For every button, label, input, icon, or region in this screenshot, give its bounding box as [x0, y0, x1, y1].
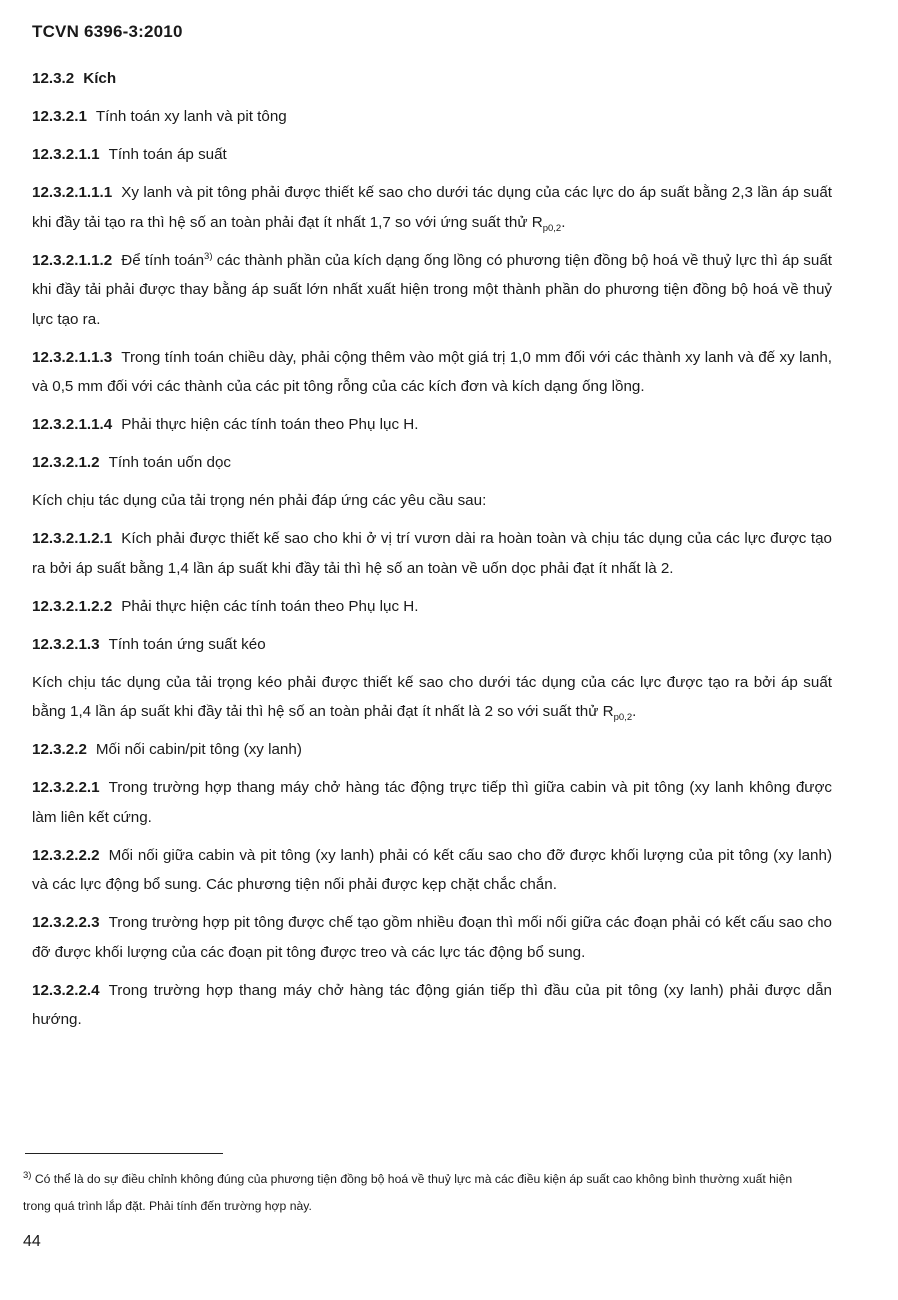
section-text: Phải thực hiện các tính toán theo Phụ lục H. — [121, 597, 419, 615]
section-text-tail: . — [632, 703, 637, 720]
section-text-tail: các thành phần của kích dạng ống lồng có phương tiện đồng bộ hoá về thuỷ lực thì áp suất khi đầy tải phải được thay bằng áp suất lớn nhất xuất hiện trong một thành phần do phương tiện đồng bộ hoá về thuỷ lực tạo ra. — [32, 251, 832, 328]
footnote-reference: 3) — [204, 250, 213, 262]
footnote-marker: 3) — [23, 1169, 32, 1181]
section-number: 12.3.2.1.1.4 — [32, 416, 113, 433]
section-paragraph — [32, 410, 832, 440]
section-text: Phải thực hiện các tính toán theo Phụ lục H. — [121, 416, 419, 433]
footnote-text: Có thể là do sự điều chỉnh không đúng của phương tiện đồng bộ hoá về thuỷ lực mà các điều kiện áp suất cao không bình thường xuất hiện trong quá trình lắp đặt. Phải tính đến trường hợp này. — [23, 1172, 793, 1213]
section-paragraph — [32, 976, 832, 1035]
section-paragraph — [32, 841, 832, 900]
section-number: 12.3.2.1.2 — [32, 454, 100, 471]
section-text: Trong tính toán chiều dày, phải cộng thêm vào một giá trị 1,0 mm đối với các thành xy lanh và đế xy lanh, và 0,5 mm đối với các thành của các pit tông rỗng của các kích đơn và kích dạng ống lồng. — [32, 348, 832, 395]
section-number: 12.3.2.1 — [32, 108, 87, 125]
section-number: 12.3.2.1.1.2 — [32, 251, 113, 269]
section-text: Tính toán uốn dọc — [108, 454, 231, 471]
section-paragraph — [32, 102, 832, 132]
section-number: 12.3.2.2.3 — [32, 914, 100, 931]
section-text: Kích chịu tác dụng của tải trọng nén phải đáp ứng các yêu cầu sau: — [32, 492, 487, 509]
section-paragraph — [32, 246, 832, 335]
section-paragraph — [32, 140, 832, 170]
section-text: Mối nối giữa cabin và pit tông (xy lanh) phải có kết cấu sao cho đỡ được khối lượng của pit tông (xy lanh) và các lực động bổ sung. Các phương tiện nối phải được kẹp chặt chắc chắn. — [32, 846, 832, 893]
section-text: Kích chịu tác dụng của tải trọng kéo phải được thiết kế sao cho dưới tác dụng của các lực được tạo ra bởi áp suất bằng 1,4 lần áp suất khi đầy tải thì hệ số an toàn phải đạt ít nhất là 2 so với suất thử R — [32, 673, 832, 720]
section-paragraph — [32, 178, 832, 237]
section-text: Trong trường hợp thang máy chở hàng tác động gián tiếp thì đầu của pit tông (xy lanh) phải được dẫn hướng. — [32, 981, 832, 1028]
section-number: 12.3.2.2.1 — [32, 779, 100, 796]
section-text: Trong trường hợp pit tông được chế tạo gồm nhiều đoạn thì mối nối giữa các đoạn phải có kết cấu sao cho đỡ được khối lượng của các đoạn pit tông được treo và các lực tác động bổ sung. — [32, 914, 832, 961]
standard-code-header: TCVN 6396-3:2010 — [32, 22, 183, 41]
section-text-tail: . — [561, 213, 566, 231]
section-paragraph — [32, 524, 832, 583]
section-paragraph — [32, 448, 832, 478]
section-text: Kích phải được thiết kế sao cho khi ở vị trí vươn dài ra hoàn toàn và chịu tác dụng của các lực được tạo ra bởi áp suất bằng 1,4 lần áp suất khi đầy tải thì hệ số an toàn về uốn dọc phải đạt ít nhất là 2. — [32, 530, 832, 577]
section-paragraph — [32, 908, 832, 967]
section-text: Kích — [83, 70, 117, 87]
section-number: 12.3.2.1.2.1 — [32, 530, 113, 547]
section-text: Trong trường hợp thang máy chở hàng tác động trực tiếp thì giữa cabin và pit tông (xy lanh không được làm liên kết cứng. — [32, 779, 832, 826]
section-paragraph — [32, 630, 832, 660]
section-number: 12.3.2.1.1 — [32, 146, 100, 163]
section-number: 12.3.2.2.2 — [32, 846, 100, 864]
section-number: 12.3.2.1.1.1 — [32, 184, 113, 201]
section-paragraph — [32, 486, 832, 516]
section-number: 12.3.2.2 — [32, 741, 87, 758]
section-paragraph — [32, 735, 832, 765]
subscript: p0,2 — [613, 712, 633, 724]
section-paragraph — [32, 773, 832, 832]
subscript: p0,2 — [542, 222, 562, 234]
section-text: Xy lanh và pit tông phải được thiết kế sao cho dưới tác dụng của các lực do áp suất bằng 2,3 lần áp suất khi đầy tải tạo ra thì hệ số an toàn phải đạt ít nhất 1,7 so với ứng suất thử R — [32, 184, 832, 231]
section-text: Để tính toán — [121, 251, 205, 269]
section-text: Tính toán xy lanh và pit tông — [95, 108, 287, 125]
section-text: Tính toán ứng suất kéo — [108, 635, 266, 653]
page-number: 44 — [23, 1233, 41, 1250]
footnote — [23, 1166, 823, 1220]
section-paragraph — [32, 592, 832, 622]
section-number: 12.3.2 — [32, 70, 75, 87]
section-paragraph — [32, 668, 832, 727]
section-text: Tính toán áp suất — [108, 146, 227, 163]
footnote-divider — [25, 1153, 223, 1154]
body-content — [32, 64, 832, 1043]
section-paragraph — [32, 343, 832, 402]
section-text: Mối nối cabin/pit tông (xy lanh) — [95, 741, 302, 758]
section-paragraph — [32, 64, 832, 94]
section-number: 12.3.2.1.1.3 — [32, 348, 113, 366]
section-number: 12.3.2.1.2.2 — [32, 597, 113, 615]
section-number: 12.3.2.1.3 — [32, 635, 100, 653]
section-number: 12.3.2.2.4 — [32, 981, 100, 999]
